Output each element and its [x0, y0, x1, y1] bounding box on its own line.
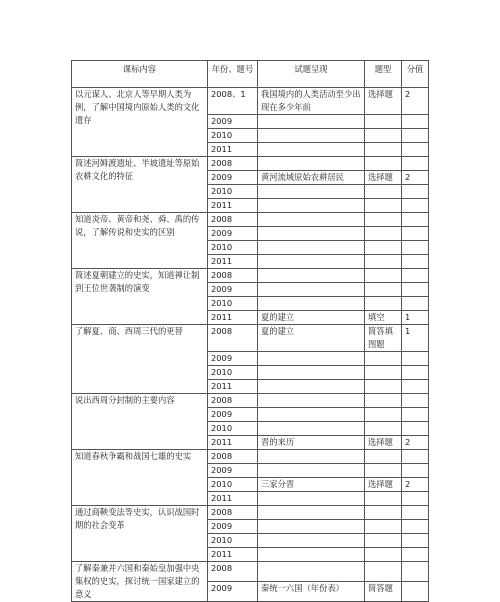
score-cell — [402, 380, 429, 394]
score-cell — [402, 582, 429, 602]
question-cell — [258, 255, 365, 269]
score-cell — [402, 115, 429, 129]
year-cell: 2008 — [208, 562, 258, 582]
question-cell — [258, 464, 365, 478]
table-row — [72, 394, 429, 408]
year-cell: 2008 — [208, 157, 258, 171]
type-cell — [365, 241, 402, 255]
year-cell: 2011 — [208, 143, 258, 157]
question-cell: 三家分晋 — [258, 478, 365, 492]
year-cell: 2008 — [208, 213, 258, 227]
question-cell — [258, 129, 365, 143]
type-cell — [365, 283, 402, 297]
year-cell: 2008 — [208, 325, 258, 352]
type-cell — [365, 562, 402, 582]
score-cell: 2 — [402, 478, 429, 492]
question-cell — [258, 394, 365, 408]
type-cell — [365, 199, 402, 213]
type-cell — [365, 143, 402, 157]
curriculum-exam-table — [71, 60, 429, 602]
type-cell — [365, 408, 402, 422]
year-cell: 2008 — [208, 394, 258, 408]
type-cell — [365, 492, 402, 506]
score-cell — [402, 408, 429, 422]
year-cell: 2011 — [208, 380, 258, 394]
score-cell: 1 — [402, 325, 429, 352]
type-cell — [365, 450, 402, 464]
score-cell — [402, 157, 429, 171]
question-cell — [258, 506, 365, 520]
curriculum-content-cell: 以元谋人、北京人等早期人类为例，了解中国境内原始人类的文化遗存 — [72, 88, 208, 157]
header-question: 试题呈现 — [258, 61, 365, 88]
type-cell — [365, 255, 402, 269]
question-cell — [258, 562, 365, 582]
question-cell — [258, 366, 365, 380]
question-cell: 夏的建立 — [258, 311, 365, 325]
score-cell: 1 — [402, 311, 429, 325]
type-cell — [365, 520, 402, 534]
score-cell: 2 — [402, 88, 429, 115]
score-cell — [402, 548, 429, 562]
question-cell — [258, 199, 365, 213]
score-cell — [402, 366, 429, 380]
question-cell: 秦统一六国（年份表） — [258, 582, 365, 602]
table-row — [72, 269, 429, 283]
table-row — [72, 506, 429, 520]
type-cell — [365, 534, 402, 548]
year-cell: 2008 — [208, 506, 258, 520]
year-cell: 2009 — [208, 352, 258, 366]
score-cell: 2 — [402, 436, 429, 450]
table-row — [72, 157, 429, 171]
header-year-number: 年份、题号 — [208, 61, 258, 88]
question-cell — [258, 548, 365, 562]
curriculum-content-cell: 了解夏、商、西周三代的更替 — [72, 325, 208, 394]
type-cell — [365, 548, 402, 562]
score-cell — [402, 464, 429, 478]
table-row — [72, 562, 429, 582]
type-cell — [365, 422, 402, 436]
type-cell — [365, 185, 402, 199]
year-cell: 2011 — [208, 492, 258, 506]
type-cell — [365, 129, 402, 143]
question-cell — [258, 534, 365, 548]
header-type: 题型 — [365, 61, 402, 88]
question-cell: 晋的来历 — [258, 436, 365, 450]
type-cell — [365, 506, 402, 520]
curriculum-content-cell: 说出西周分封制的主要内容 — [72, 394, 208, 450]
type-cell — [365, 269, 402, 283]
year-cell: 2009 — [208, 464, 258, 478]
score-cell — [402, 213, 429, 227]
table-header-row — [72, 61, 429, 88]
header-score: 分值 — [402, 61, 429, 88]
type-cell — [365, 464, 402, 478]
type-cell: 简答填图题 — [365, 325, 402, 352]
year-cell: 2008 — [208, 269, 258, 283]
year-cell: 2010 — [208, 129, 258, 143]
question-cell — [258, 115, 365, 129]
type-cell: 选择题 — [365, 436, 402, 450]
question-cell — [258, 352, 365, 366]
year-cell: 2011 — [208, 548, 258, 562]
type-cell — [365, 213, 402, 227]
type-cell — [365, 115, 402, 129]
year-cell: 2010 — [208, 366, 258, 380]
table-row — [72, 88, 429, 115]
year-cell: 2009 — [208, 408, 258, 422]
curriculum-content-cell: 简述夏朝建立的史实，知道禅让制到王位世袭制的演变 — [72, 269, 208, 325]
year-cell: 2009 — [208, 171, 258, 185]
score-cell — [402, 269, 429, 283]
type-cell: 选择题 — [365, 88, 402, 115]
year-cell: 2009 — [208, 283, 258, 297]
score-cell — [402, 450, 429, 464]
table-row — [72, 325, 429, 352]
year-cell: 2010 — [208, 297, 258, 311]
score-cell — [402, 143, 429, 157]
table-row — [72, 450, 429, 464]
type-cell — [365, 157, 402, 171]
year-cell: 2008 — [208, 450, 258, 464]
year-cell: 2011 — [208, 199, 258, 213]
score-cell — [402, 227, 429, 241]
curriculum-content-cell: 通过商鞅变法等史实，认识战国时期的社会变革 — [72, 506, 208, 562]
type-cell: 选择题 — [365, 171, 402, 185]
type-cell: 填空 — [365, 311, 402, 325]
year-cell: 2009 — [208, 227, 258, 241]
question-cell: 我国境内的人类活动至少出现在多少年前 — [258, 88, 365, 115]
year-cell: 2009 — [208, 582, 258, 602]
year-cell: 2009 — [208, 115, 258, 129]
year-cell: 2011 — [208, 311, 258, 325]
score-cell — [402, 283, 429, 297]
type-cell: 选择题 — [365, 478, 402, 492]
year-cell: 2009 — [208, 520, 258, 534]
year-cell: 2010 — [208, 422, 258, 436]
score-cell — [402, 352, 429, 366]
score-cell — [402, 506, 429, 520]
score-cell — [402, 185, 429, 199]
score-cell — [402, 241, 429, 255]
question-cell — [258, 450, 365, 464]
curriculum-content-cell: 知道炎帝、黄帝和尧、舜、禹的传说，了解传说和史实的区别 — [72, 213, 208, 269]
question-cell — [258, 213, 365, 227]
type-cell — [365, 380, 402, 394]
year-cell: 2010 — [208, 241, 258, 255]
question-cell — [258, 157, 365, 171]
score-cell — [402, 199, 429, 213]
score-cell — [402, 255, 429, 269]
year-cell: 2010 — [208, 185, 258, 199]
header-content: 课标内容 — [72, 61, 208, 88]
score-cell: 2 — [402, 171, 429, 185]
type-cell — [365, 227, 402, 241]
question-cell — [258, 520, 365, 534]
question-cell — [258, 241, 365, 255]
score-cell — [402, 297, 429, 311]
question-cell: 夏的建立 — [258, 325, 365, 352]
question-cell — [258, 283, 365, 297]
question-cell — [258, 492, 365, 506]
question-cell: 黄河流域原始农耕居民 — [258, 171, 365, 185]
question-cell — [258, 380, 365, 394]
score-cell — [402, 534, 429, 548]
table-body — [72, 88, 429, 602]
score-cell — [402, 492, 429, 506]
year-cell: 2010 — [208, 534, 258, 548]
type-cell: 简答题 — [365, 582, 402, 602]
curriculum-content-cell: 知道春秋争霸和战国七雄的史实 — [72, 450, 208, 506]
table-row — [72, 213, 429, 227]
year-cell: 2011 — [208, 255, 258, 269]
score-cell — [402, 394, 429, 408]
question-cell — [258, 227, 365, 241]
question-cell — [258, 269, 365, 283]
score-cell — [402, 129, 429, 143]
type-cell — [365, 366, 402, 380]
question-cell — [258, 408, 365, 422]
type-cell — [365, 297, 402, 311]
question-cell — [258, 422, 365, 436]
year-cell: 2008、1 — [208, 88, 258, 115]
question-cell — [258, 185, 365, 199]
type-cell — [365, 394, 402, 408]
score-cell — [402, 562, 429, 582]
type-cell — [365, 352, 402, 366]
curriculum-content-cell: 了解秦兼并六国和秦始皇加强中央集权的史实，探讨统一国家建立的意义 — [72, 562, 208, 602]
year-cell: 2010 — [208, 478, 258, 492]
curriculum-content-cell: 简述河姆渡遗址、半坡遗址等原始农耕文化的特征 — [72, 157, 208, 213]
question-cell — [258, 143, 365, 157]
question-cell — [258, 297, 365, 311]
score-cell — [402, 520, 429, 534]
score-cell — [402, 422, 429, 436]
year-cell: 2011 — [208, 436, 258, 450]
